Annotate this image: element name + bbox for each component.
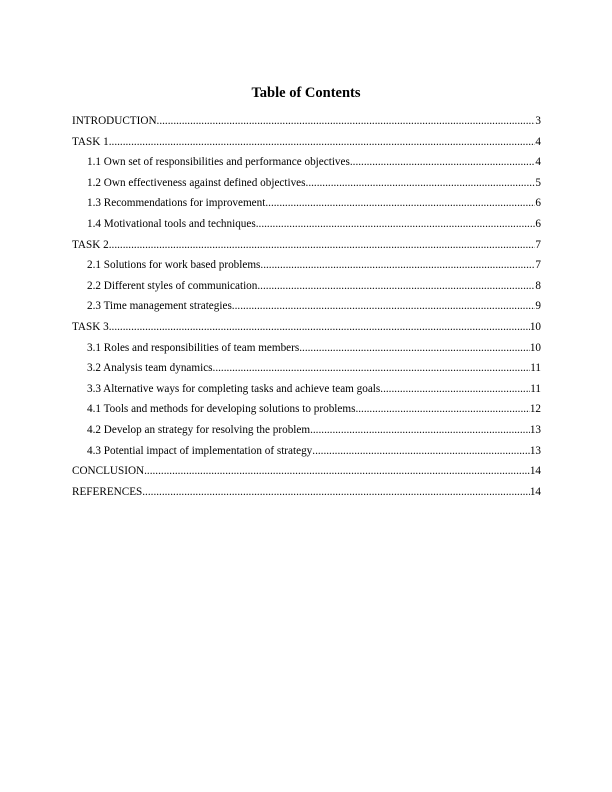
toc-dot-leader [310,422,530,438]
toc-entry-page: 10 [529,320,541,333]
toc-entry-4-2[interactable] [72,422,541,443]
toc-entry-label: INTRODUCTION [72,115,157,127]
toc-entry-page: 12 [529,403,541,416]
toc-entry-label: 4.1 Tools and methods for developing solutions to problems [87,403,356,416]
toc-entry-conclusion[interactable] [72,463,541,484]
toc-entry-label: 3.3 Alternative ways for completing tasks and achieve team goals. [87,382,384,395]
toc-entry-label: 3.2 Analysis team dynamics [87,362,213,375]
toc-entry-1-4[interactable] [72,216,541,237]
toc-entry-label: 4.3 Potential impact of implementation of strategy [87,444,313,457]
toc-entry-page: 14 [529,465,541,478]
toc-entry-page: 9 [535,300,541,313]
toc-entry-references[interactable] [72,484,541,505]
toc-entry-label: 2.2 Different styles of communication [87,279,258,292]
toc-entry-task-1[interactable] [72,134,541,155]
toc-entry-introduction[interactable] [72,113,541,134]
toc-entry-label: TASK 3 [72,320,109,333]
toc-entry-page: 11 [530,362,541,375]
toc-entry-task-2[interactable] [72,237,541,258]
toc-dot-leader [299,340,530,356]
toc-entry-page: 6 [535,217,541,230]
toc-list [72,113,541,504]
toc-entry-page: 3 [535,115,541,127]
toc-dot-leader [265,195,535,211]
toc-dot-leader [109,319,530,335]
toc-dot-leader [213,360,531,376]
toc-dot-leader [157,113,536,129]
toc-entry-3-2[interactable] [72,360,541,381]
toc-entry-label: 2.3 Time management strategies [87,300,232,313]
toc-entry-3-1[interactable] [72,340,541,361]
toc-entry-1-1[interactable] [72,154,541,175]
toc-entry-page: 5 [535,176,541,189]
toc-dot-leader [109,237,536,253]
toc-entry-2-2[interactable] [72,278,541,299]
toc-dot-leader [312,443,530,459]
toc-entry-page: 10 [529,341,541,354]
toc-entry-page: 13 [529,423,541,436]
toc-entry-label: 3.1 Roles and responsibilities of team members [87,341,300,354]
toc-entry-1-3[interactable] [72,195,541,216]
toc-entry-label: 4.2 Develop an strategy for resolving the problem [87,423,311,436]
toc-dot-leader [144,463,530,479]
toc-entry-page: 13 [529,444,541,457]
toc-entry-page: 7 [535,238,541,251]
toc-entry-page: 8 [535,279,541,292]
toc-dot-leader [142,484,530,500]
toc-dot-leader [350,154,536,170]
toc-entry-2-1[interactable] [72,257,541,278]
toc-dot-leader [306,175,536,191]
toc-entry-page: 14 [529,485,541,498]
toc-entry-label: 1.2 Own effectiveness against defined objectives [87,176,306,189]
toc-entry-page: 7 [535,259,541,272]
toc-entry-label: TASK 2 [72,238,109,251]
toc-entry-page: 6 [535,197,541,210]
toc-entry-label: 2.1 Solutions for work based problems [87,259,261,272]
toc-entry-page: 11 [530,382,541,395]
toc-entry-4-3[interactable] [72,443,541,464]
toc-dot-leader [355,401,529,417]
toc-entry-task-3[interactable] [72,319,541,340]
toc-entry-1-2[interactable] [72,175,541,196]
toc-dot-leader [232,298,536,314]
toc-entry-label: 1.3 Recommendations for improvement [87,197,266,210]
toc-entry-label: TASK 1 [72,135,109,148]
toc-dot-leader [257,278,535,294]
toc-entry-label: 1.4 Motivational tools and techniques [87,217,256,230]
toc-title: Table of Contents [251,85,361,101]
toc-entry-page: 4 [535,135,541,148]
toc-dot-leader [383,381,530,397]
toc-dot-leader [260,257,535,273]
toc-entry-4-1[interactable] [72,401,541,422]
toc-dot-leader [256,216,536,232]
toc-entry-label: CONCLUSION [72,465,145,478]
toc-entry-2-3[interactable] [72,298,541,319]
toc-dot-leader [109,134,536,150]
toc-entry-label: 1.1 Own set of responsibilities and performance objectives [87,156,350,169]
toc-entry-3-3[interactable] [72,381,541,402]
toc-entry-page: 4 [535,156,541,169]
toc-entry-label: REFERENCES [72,485,143,498]
